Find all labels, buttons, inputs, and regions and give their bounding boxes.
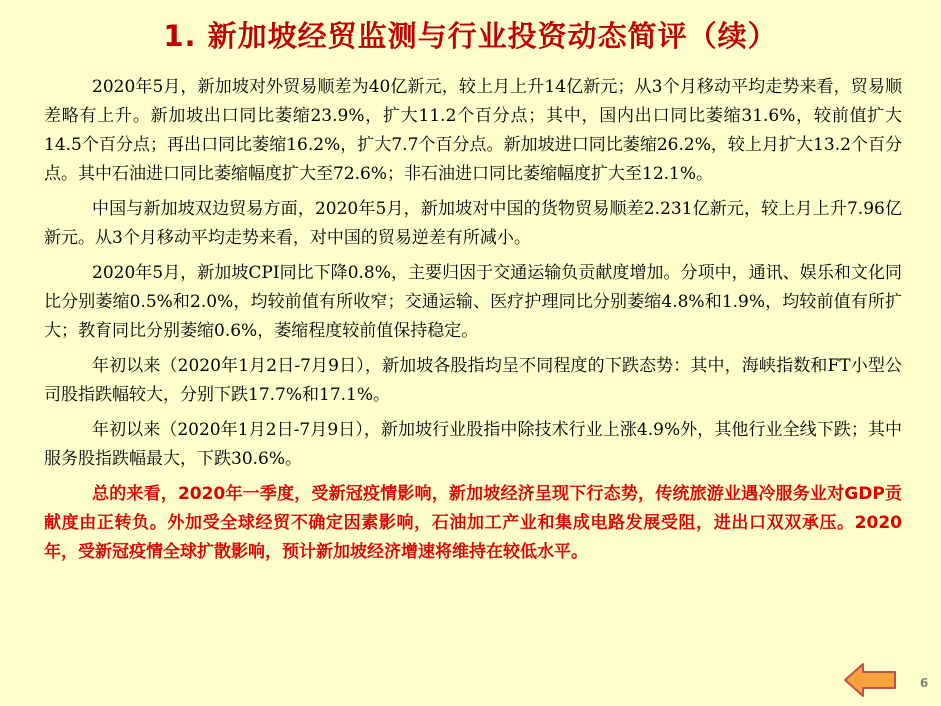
paragraph-trade-balance: 2020年5月，新加坡对外贸易顺差为40亿新元，较上月上升14亿新元；从3个月移动平均走势来看，贸易顺差略有上升。新加坡出口同比萎缩23.9%，扩大11.2个百分点；其中，国内出口同比萎缩31.6%，较前值扩大14.5个百分点；再出口同比萎缩16.2%，扩大7.7个百分点。新加坡进口同比萎缩26.2%，较上月扩大13.2个百分点。其中石油进口同比萎缩幅度扩大至72.6%；非石油进口同比萎缩幅度扩大至12.1%。 [44,77,902,184]
paragraph-stock-indices: 年初以来（2020年1月2日-7月9日），新加坡各股指均呈不同程度的下跌态势：其中，海峡指数和FT小型公司股指跌幅较大，分别下跌17.7%和17.1%。 [44,356,902,405]
paragraph-sector-indices: 年初以来（2020年1月2日-7月9日），新加坡行业股指中除技术行业上涨4.9%外，其他行业全线下跌；其中服务股指跌幅最大，下跌30.6%。 [44,420,902,469]
back-button[interactable] [843,662,897,698]
paragraph-cpi: 2020年5月，新加坡CPI同比下降0.8%，主要归因于交通运输负贡献度增加。分项中，通讯、娱乐和文化同比分别萎缩0.5%和2.0%，均较前值有所收窄；交通运输、医疗护理同比分别萎缩4.8%和1.9%，均较前值有所扩大；教育同比分别萎缩0.6%，萎缩程度较前值保持稳定。 [44,263,902,341]
paragraph-summary: 总的来看，2020年一季度，受新冠疫情影响，新加坡经济呈现下行态势，传统旅游业遇冷服务业对GDP贡献度由正转负。外加受全球经贸不确定因素影响，石油加工产业和集成电路发展受阻，进出口双双承压。2020年，受新冠疫情全球扩散影响，预计新加坡经济增速将维持在较低水平。 [44,484,902,562]
page-number: 6 [919,676,929,690]
slide-body [44,73,902,573]
paragraph-china-trade: 中国与新加坡双边贸易方面，2020年5月，新加坡对中国的货物贸易顺差2.231亿新元，较上月上升7.96亿新元。从3个月移动平均走势来看，对中国的贸易逆差有所减小。 [44,199,902,248]
left-arrow-icon [843,662,897,698]
page-title: 1. 新加坡经贸监测与行业投资动态简评（续） [163,19,778,53]
